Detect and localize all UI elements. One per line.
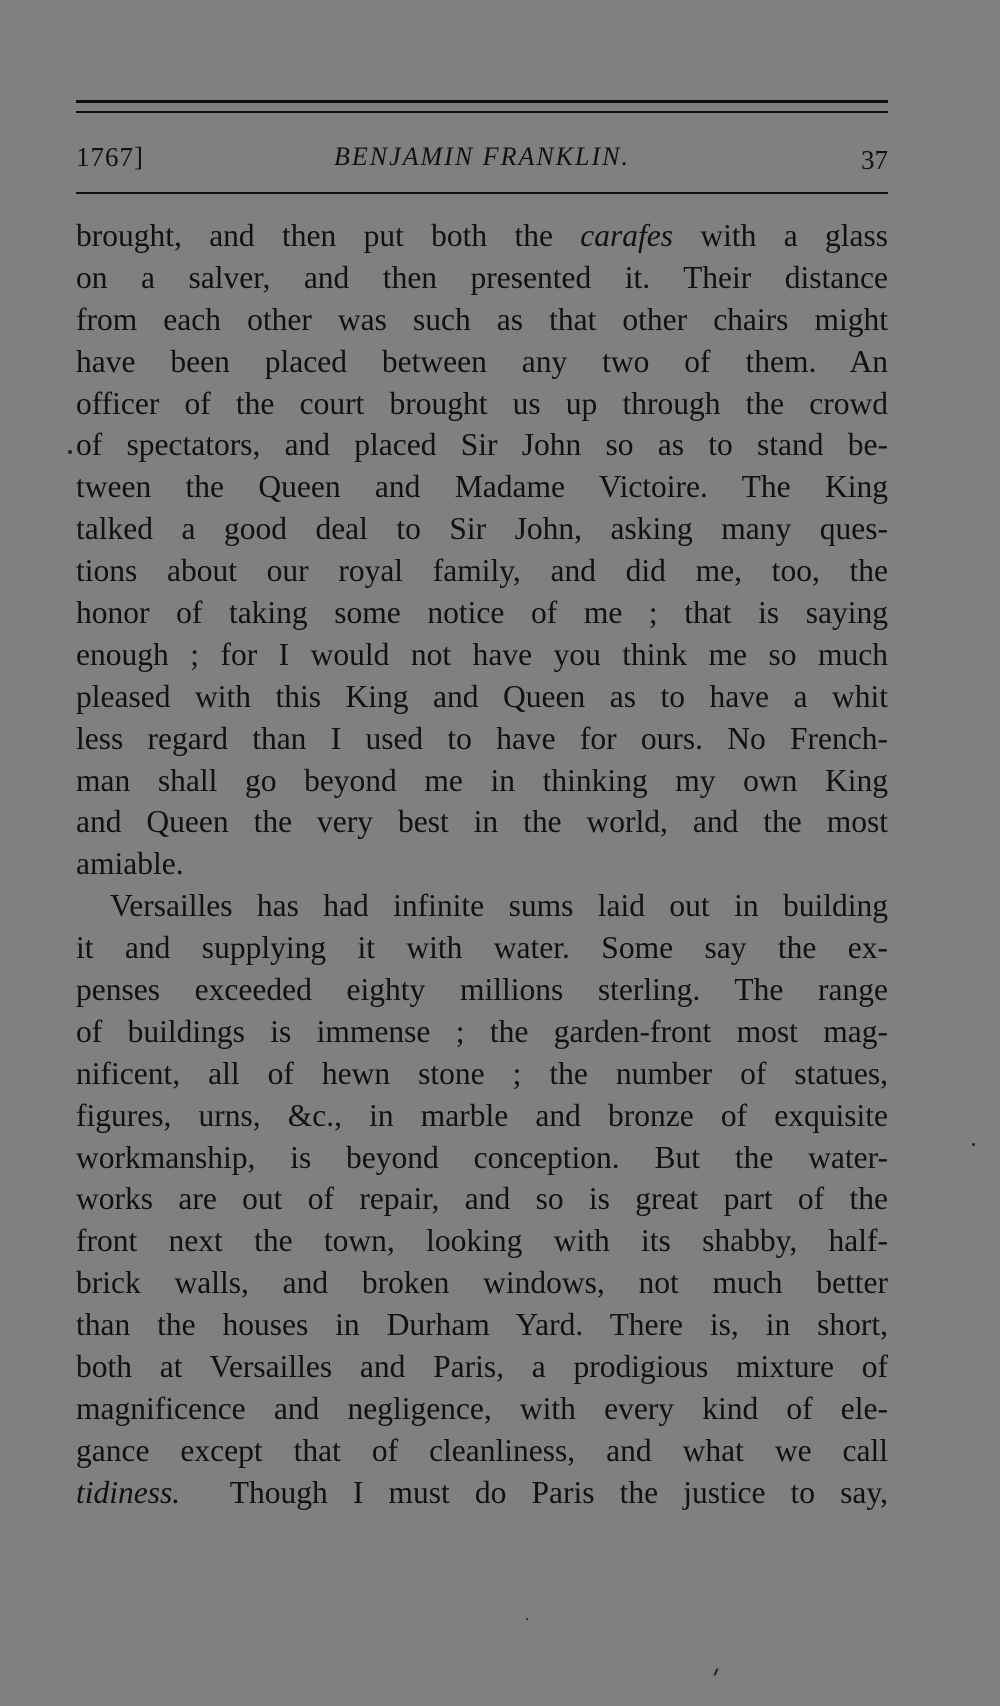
scan-speck bbox=[526, 1618, 528, 1620]
text-line: nificent, all of hewn stone ; the number of statues, bbox=[76, 1055, 888, 1091]
top-rule-upper bbox=[76, 100, 888, 103]
text-line: officer of the court brought us up through the crowd bbox=[76, 385, 888, 421]
text-line: both at Versailles and Paris, a prodigious mixture of bbox=[76, 1349, 888, 1385]
text-line: pleased with this King and Queen as to have a whit bbox=[76, 678, 888, 714]
scan-speck bbox=[68, 450, 72, 454]
text-line: works are out of repair, and so is great part of the bbox=[76, 1181, 888, 1217]
text-line: tween the Queen and Madame Victoire. The King bbox=[76, 469, 888, 505]
running-head-title: BENJAMIN FRANKLIN. bbox=[334, 142, 630, 171]
running-head-year: 1767] bbox=[76, 142, 144, 172]
text-line: from each other was such as that other chairs might bbox=[76, 301, 888, 337]
body-text bbox=[76, 215, 888, 1514]
text-line: penses exceeded eighty millions sterling. The range bbox=[76, 972, 888, 1008]
text-line: figures, urns, &c., in marble and bronze of exquisite bbox=[76, 1097, 888, 1133]
running-head bbox=[76, 142, 888, 182]
text-line: have been placed between any two of them. An bbox=[76, 343, 888, 379]
text-line: it and supplying it with water. Some say the ex- bbox=[76, 930, 888, 966]
text-line: man shall go beyond me in thinking my own King bbox=[76, 762, 888, 798]
text-line: magnificence and negligence, with every kind of ele- bbox=[76, 1390, 888, 1426]
text-line: of spectators, and placed Sir John so as to stand be- bbox=[76, 427, 888, 463]
text-line: Versailles has had infinite sums laid out in building bbox=[110, 888, 888, 924]
text-line: gance except that of cleanliness, and what we call bbox=[76, 1432, 888, 1468]
text-line: talked a good deal to Sir John, asking many ques- bbox=[76, 511, 888, 547]
scan-speck bbox=[972, 1143, 975, 1146]
text-line: and Queen the very best in the world, and the most bbox=[76, 804, 888, 840]
text-line: brick walls, and broken windows, not much better bbox=[76, 1265, 888, 1301]
text-line: of buildings is immense ; the garden-front most mag- bbox=[76, 1013, 888, 1049]
text-line: front next the town, looking with its shabby, half- bbox=[76, 1223, 888, 1259]
top-rule-lower bbox=[76, 111, 888, 113]
text-line: tions about our royal family, and did me, too, the bbox=[76, 553, 888, 589]
scan-speck bbox=[713, 1668, 718, 1676]
text-line: than the houses in Durham Yard. There is, in short, bbox=[76, 1307, 888, 1343]
text-line: workmanship, is beyond conception. But the water- bbox=[76, 1139, 888, 1175]
text-line: less regard than I used to have for ours. No French- bbox=[76, 720, 888, 756]
text-line: tidiness. Though I must do Paris the justice to say, bbox=[76, 1474, 888, 1510]
page-number: 37 bbox=[861, 145, 888, 175]
head-rule bbox=[76, 192, 888, 194]
text-line: amiable. bbox=[76, 846, 184, 882]
text-line: brought, and then put both the carafes with a glass bbox=[76, 218, 888, 253]
text-line: enough ; for I would not have you think me so much bbox=[76, 636, 888, 672]
text-line: honor of taking some notice of me ; that is saying bbox=[76, 595, 888, 631]
text-line: on a salver, and then presented it. Their distance bbox=[76, 259, 888, 295]
